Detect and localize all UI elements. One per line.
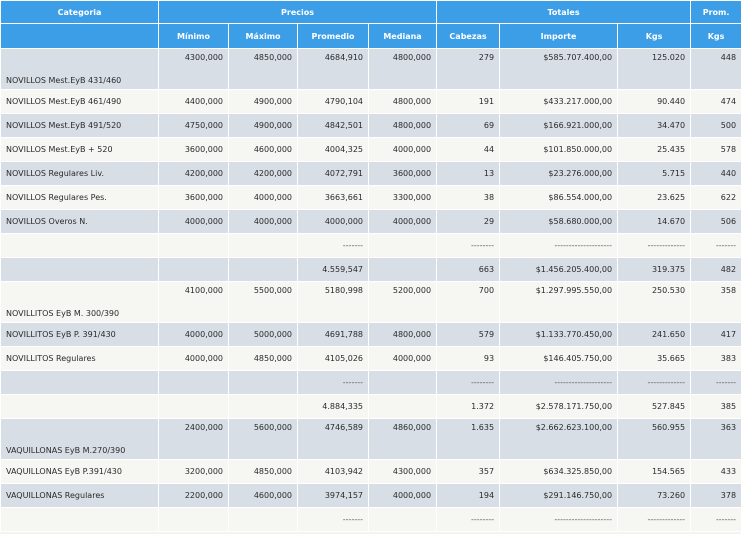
cell-categoria: VAQUILLONAS Regulares [1, 484, 159, 508]
cell-importe: $86.554.000,00 [500, 186, 618, 210]
header-prom-kgs: Kgs [691, 24, 741, 49]
cell-prom-kgs: 500 [691, 114, 741, 138]
cell-mediana: 4800,000 [369, 323, 437, 347]
cell-cabezas: -------- [437, 234, 500, 258]
table-row [1, 162, 741, 186]
cell-cabezas: 700 [437, 282, 500, 323]
cell-kgs: 25.435 [618, 138, 691, 162]
cell-kgs: 250.530 [618, 282, 691, 323]
cell-maximo [229, 258, 298, 282]
cell-kgs: 241.650 [618, 323, 691, 347]
cell-mediana: 4800,000 [369, 114, 437, 138]
cell-kgs: 14.670 [618, 210, 691, 234]
table-row [1, 282, 741, 323]
cell-maximo: 4000,000 [229, 210, 298, 234]
header-prom: Prom. [691, 1, 741, 24]
cell-promedio: 4000,000 [298, 210, 369, 234]
cell-minimo: 4400,000 [159, 90, 229, 114]
cell-kgs: 154.565 [618, 460, 691, 484]
subtotal-row [1, 258, 741, 282]
table-row [1, 138, 741, 162]
header-promedio: Promedio [298, 24, 369, 49]
cell-importe: -------------------- [500, 508, 618, 532]
cell-importe: $433.217.000,00 [500, 90, 618, 114]
cell-cabezas: 69 [437, 114, 500, 138]
header-precios: Precios [159, 1, 437, 24]
cell-categoria: VAQUILLONAS EyB P.391/430 [1, 460, 159, 484]
cell-prom-kgs: 474 [691, 90, 741, 114]
cell-kgs: ------------- [618, 508, 691, 532]
cell-minimo: 4000,000 [159, 323, 229, 347]
cell-promedio: ------- [298, 508, 369, 532]
cell-mediana: 4000,000 [369, 210, 437, 234]
cell-cabezas: 279 [437, 49, 500, 90]
cell-prom-kgs: 378 [691, 484, 741, 508]
cell-promedio: 4684,910 [298, 49, 369, 90]
header-sub-row [1, 24, 741, 49]
cell-categoria [1, 258, 159, 282]
cell-promedio: ------- [298, 234, 369, 258]
cell-importe: $2.578.171.750,00 [500, 395, 618, 419]
table-row [1, 186, 741, 210]
cell-minimo [159, 371, 229, 395]
cell-kgs: 90.440 [618, 90, 691, 114]
cell-prom-kgs: 482 [691, 258, 741, 282]
cell-prom-kgs: ------- [691, 508, 741, 532]
cell-prom-kgs: 440 [691, 162, 741, 186]
cell-kgs: 125.020 [618, 49, 691, 90]
cell-importe: $101.850.000,00 [500, 138, 618, 162]
cell-mediana [369, 508, 437, 532]
cell-categoria: NOVILLOS Overos N. [1, 210, 159, 234]
cell-promedio: 4790,104 [298, 90, 369, 114]
cell-maximo [229, 395, 298, 419]
cell-mediana [369, 234, 437, 258]
cell-minimo [159, 234, 229, 258]
cell-mediana: 4000,000 [369, 347, 437, 371]
cell-importe: $166.921.000,00 [500, 114, 618, 138]
cell-mediana [369, 371, 437, 395]
cell-maximo: 4900,000 [229, 114, 298, 138]
cell-maximo: 5500,000 [229, 282, 298, 323]
cell-maximo: 4200,000 [229, 162, 298, 186]
cell-categoria: NOVILLITOS EyB P. 391/430 [1, 323, 159, 347]
cell-mediana: 4000,000 [369, 484, 437, 508]
header-importe: Importe [500, 24, 618, 49]
cell-categoria [1, 508, 159, 532]
header-minimo: Mínimo [159, 24, 229, 49]
cell-cabezas: 29 [437, 210, 500, 234]
cell-mediana: 4300,000 [369, 460, 437, 484]
cell-kgs: 560.955 [618, 419, 691, 460]
cell-minimo: 3600,000 [159, 186, 229, 210]
header-totales: Totales [437, 1, 691, 24]
table-row [1, 49, 741, 90]
cell-prom-kgs: ------- [691, 234, 741, 258]
cell-maximo: 4850,000 [229, 49, 298, 90]
header-group-row [1, 1, 741, 24]
table-row [1, 90, 741, 114]
cell-maximo: 4850,000 [229, 460, 298, 484]
cell-categoria: NOVILLOS Mest.EyB 491/520 [1, 114, 159, 138]
header-mediana: Mediana [369, 24, 437, 49]
header-maximo: Máximo [229, 24, 298, 49]
table-row [1, 323, 741, 347]
cell-maximo: 4900,000 [229, 90, 298, 114]
cell-maximo [229, 371, 298, 395]
cell-cabezas: 1.635 [437, 419, 500, 460]
cell-importe: $1.456.205.400,00 [500, 258, 618, 282]
cell-minimo: 3200,000 [159, 460, 229, 484]
cell-prom-kgs: 358 [691, 282, 741, 323]
cell-maximo: 4850,000 [229, 347, 298, 371]
cell-prom-kgs: 578 [691, 138, 741, 162]
header-kgs: Kgs [618, 24, 691, 49]
cell-mediana: 4800,000 [369, 49, 437, 90]
cell-prom-kgs: 506 [691, 210, 741, 234]
header-categoria-blank [1, 24, 159, 49]
cell-promedio: 3663,661 [298, 186, 369, 210]
cell-categoria: NOVILLOS Mest.EyB 461/490 [1, 90, 159, 114]
cell-maximo: 5000,000 [229, 323, 298, 347]
cell-minimo: 2200,000 [159, 484, 229, 508]
cell-mediana: 4800,000 [369, 90, 437, 114]
cell-importe: $1.297.995.550,00 [500, 282, 618, 323]
cell-importe: $146.405.750,00 [500, 347, 618, 371]
subtotal-row [1, 395, 741, 419]
table-row [1, 210, 741, 234]
cell-cabezas: 13 [437, 162, 500, 186]
cell-prom-kgs: 385 [691, 395, 741, 419]
cell-promedio: 4.884,335 [298, 395, 369, 419]
cell-importe: $1.133.770.450,00 [500, 323, 618, 347]
cell-promedio: 4746,589 [298, 419, 369, 460]
cell-mediana: 5200,000 [369, 282, 437, 323]
table-row [1, 114, 741, 138]
cell-minimo: 3600,000 [159, 138, 229, 162]
cell-minimo [159, 508, 229, 532]
cell-promedio: 4004,325 [298, 138, 369, 162]
cell-mediana: 4860,000 [369, 419, 437, 460]
cell-categoria [1, 234, 159, 258]
cell-mediana: 3300,000 [369, 186, 437, 210]
cell-cabezas: 194 [437, 484, 500, 508]
cell-maximo: 5600,000 [229, 419, 298, 460]
cell-importe: $58.680.000,00 [500, 210, 618, 234]
cell-minimo: 4200,000 [159, 162, 229, 186]
cell-prom-kgs: 383 [691, 347, 741, 371]
table-row [1, 347, 741, 371]
cell-categoria: VAQUILLONAS EyB M.270/390 [1, 419, 159, 460]
cell-promedio: 4103,942 [298, 460, 369, 484]
cell-categoria: NOVILLOS Mest.EyB + 520 [1, 138, 159, 162]
cell-promedio: 4842,501 [298, 114, 369, 138]
cell-kgs: ------------- [618, 234, 691, 258]
cell-importe: $585.707.400,00 [500, 49, 618, 90]
table-row [1, 419, 741, 460]
cell-maximo: 4600,000 [229, 138, 298, 162]
separator-row [1, 371, 741, 395]
cell-minimo: 4750,000 [159, 114, 229, 138]
cell-minimo [159, 395, 229, 419]
cell-categoria: NOVILLOS Regulares Liv. [1, 162, 159, 186]
cell-cabezas: 191 [437, 90, 500, 114]
cell-promedio: 4072,791 [298, 162, 369, 186]
cell-kgs: 319.375 [618, 258, 691, 282]
table-body [1, 49, 741, 532]
cell-cabezas: 38 [437, 186, 500, 210]
cell-promedio: 3974,157 [298, 484, 369, 508]
cell-maximo: 4600,000 [229, 484, 298, 508]
cell-importe: $23.276.000,00 [500, 162, 618, 186]
cell-cabezas: 663 [437, 258, 500, 282]
cell-importe: -------------------- [500, 371, 618, 395]
cell-categoria: NOVILLITOS Regulares [1, 347, 159, 371]
cell-prom-kgs: 433 [691, 460, 741, 484]
separator-row [1, 508, 741, 532]
cell-importe: $2.662.623.100,00 [500, 419, 618, 460]
cell-categoria: NOVILLOS Mest.EyB 431/460 [1, 49, 159, 90]
cell-cabezas: 579 [437, 323, 500, 347]
cell-promedio: 4691,788 [298, 323, 369, 347]
cell-importe: -------------------- [500, 234, 618, 258]
cell-maximo [229, 234, 298, 258]
cell-cabezas: -------- [437, 508, 500, 532]
cell-minimo [159, 258, 229, 282]
cell-kgs: 23.625 [618, 186, 691, 210]
cell-cabezas: 44 [437, 138, 500, 162]
cell-categoria: NOVILLITOS EyB M. 300/390 [1, 282, 159, 323]
table-row [1, 460, 741, 484]
cell-maximo [229, 508, 298, 532]
cell-prom-kgs: 448 [691, 49, 741, 90]
cell-kgs: ------------- [618, 371, 691, 395]
cell-prom-kgs: 417 [691, 323, 741, 347]
cell-categoria [1, 371, 159, 395]
header-cabezas: Cabezas [437, 24, 500, 49]
cell-cabezas: 93 [437, 347, 500, 371]
cell-promedio: 4.559,547 [298, 258, 369, 282]
cell-prom-kgs: ------- [691, 371, 741, 395]
cell-minimo: 2400,000 [159, 419, 229, 460]
cell-promedio: ------- [298, 371, 369, 395]
cell-kgs: 5.715 [618, 162, 691, 186]
cell-categoria: NOVILLOS Regulares Pes. [1, 186, 159, 210]
table-row [1, 484, 741, 508]
cell-minimo: 4000,000 [159, 347, 229, 371]
cell-promedio: 4105,026 [298, 347, 369, 371]
header-categoria: Categoria [1, 1, 159, 24]
cell-minimo: 4100,000 [159, 282, 229, 323]
cell-kgs: 73.260 [618, 484, 691, 508]
cell-importe: $634.325.850,00 [500, 460, 618, 484]
cell-cabezas: 357 [437, 460, 500, 484]
cell-kgs: 34.470 [618, 114, 691, 138]
cell-mediana [369, 395, 437, 419]
cell-minimo: 4000,000 [159, 210, 229, 234]
cell-importe: $291.146.750,00 [500, 484, 618, 508]
cell-cabezas: 1.372 [437, 395, 500, 419]
cell-prom-kgs: 363 [691, 419, 741, 460]
cell-mediana: 3600,000 [369, 162, 437, 186]
cell-kgs: 35.665 [618, 347, 691, 371]
cell-promedio: 5180,998 [298, 282, 369, 323]
cell-prom-kgs: 622 [691, 186, 741, 210]
separator-row [1, 234, 741, 258]
cell-cabezas: -------- [437, 371, 500, 395]
cell-maximo: 4000,000 [229, 186, 298, 210]
cell-kgs: 527.845 [618, 395, 691, 419]
cell-mediana: 4000,000 [369, 138, 437, 162]
cell-minimo: 4300,000 [159, 49, 229, 90]
cell-categoria [1, 395, 159, 419]
cell-mediana [369, 258, 437, 282]
